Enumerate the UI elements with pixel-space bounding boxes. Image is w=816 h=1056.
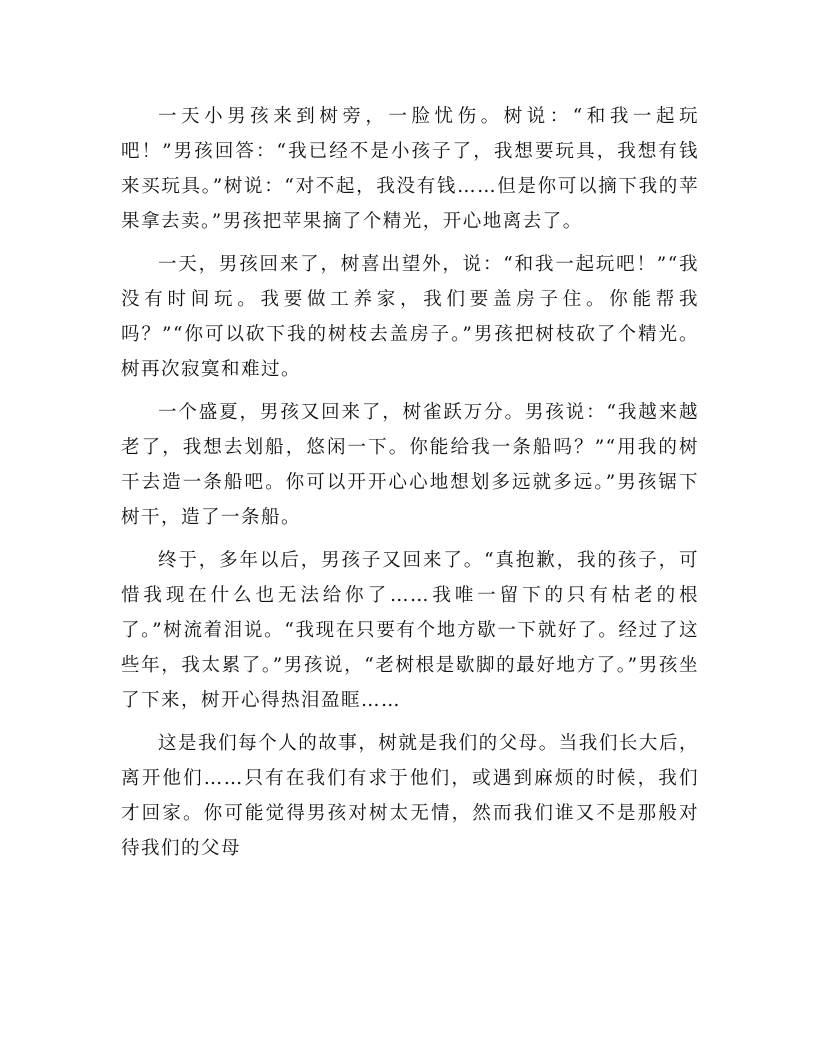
paragraph-2: 一天，男孩回来了，树喜出望外，说：“和我一起玩吧！”“我没有时间玩。我要做工养家，我们要盖房子住。你能帮我吗？”“你可以砍下我的树枝去盖房子。”男孩把树枝砍了个精光。树再次寂寞和难过。 [121,254,699,380]
paragraph-1: 一天小男孩来到树旁，一脸忧伤。树说：“和我一起玩吧！”男孩回答：“我已经不是小孩子了，我想要玩具，我想有钱来买玩具。”树说：“对不起，我没有钱……但是你可以摘下我的苹果拿去卖。”男孩把苹果摘了个精光，开心地离去了。 [121,106,699,232]
paragraph-4: 终于，多年以后，男孩子又回来了。“真抱歉，我的孩子，可惜我现在什么也无法给你了……我唯一留下的只有枯老的根了。”树流着泪说。“我现在只要有个地方歇一下就好了。经过了这些年，我太累了。”男孩说，“老树根是歇脚的最好地方了。”男孩坐了下来，树开心得热泪盈眶…… [121,550,699,711]
document-page [121,99,699,874]
paragraph-3: 一个盛夏，男孩又回来了，树雀跃万分。男孩说：“我越来越老了，我想去划船，悠闲一下。你能给我一条船吗？”“用我的树干去造一条船吧。你可以开开心心地想划多远就多远。”男孩锯下树干，造了一条船。 [121,402,699,528]
paragraph-5: 这是我们每个人的故事，树就是我们的父母。当我们长大后，离开他们……只有在我们有求于他们，或遇到麻烦的时候，我们才回家。你可能觉得男孩对树太无情，然而我们谁又不是那般对待我们的父母 [121,733,699,859]
